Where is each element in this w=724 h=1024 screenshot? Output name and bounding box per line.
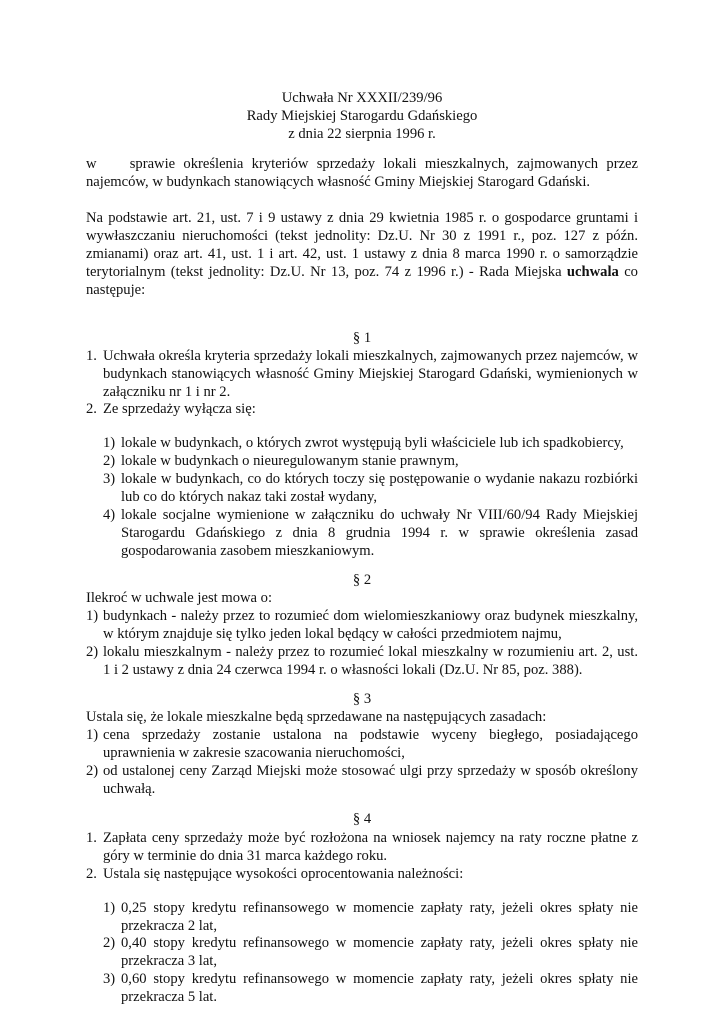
section-2-intro: Ilekroć w uchwale jest mowa o: [86, 590, 273, 606]
resolution-date: z dnia 22 sierpnia 1996 r. [288, 126, 436, 143]
item-text: lokalu mieszkalnym - należy przez to rozumieć lokal mieszkalny w rozumieniu art. 2, ust. 1 i 2 ustawy z dnia 24 czerwca 1994 r. o własności lokali (Dz.U. Nr 85, poz. 388). [103, 644, 638, 679]
item-text: od ustalonej ceny Zarząd Miejski może stosować ulgi przy sprzedaży w sposób określony uchwałą. [103, 763, 638, 798]
section-1-item-2 [103, 452, 638, 470]
item-text: cena sprzedaży zostanie ustalona na podstawie wyceny biegłego, posiadającego uprawnienia w zakresie szacowania nieruchomości, [103, 727, 638, 762]
section-2-item-2 [86, 643, 638, 679]
section-3-title: § 3 [352, 691, 372, 707]
item-text: 0,40 stopy kredytu refinansowego w momencie zapłaty raty, jeżeli okres spłaty nie przekracza 3 lat, [121, 935, 638, 970]
section-4-title: § 4 [352, 811, 372, 827]
item-text: budynkach - należy przez to rozumieć dom wielomieszkaniowy oraz budynek mieszkalny, w którym znajduje się tylko jeden lokal będący w całości przedmiotem najmu, [103, 608, 638, 643]
item-text: 0,60 stopy kredytu refinansowego w momencie zapłaty raty, jeżeli okres spłaty nie przekracza 5 lat. [121, 971, 638, 1006]
item-text: lokale w budynkach, co do których toczy się postępowanie o wydanie nakazu rozbiórki lub co do których nakaz taki został wydany, [121, 471, 638, 506]
section-1-title: § 1 [352, 330, 372, 346]
item-number: 2) [103, 453, 116, 469]
legal-basis-end: co następuje: [86, 264, 638, 299]
section-2-title: § 2 [352, 572, 372, 588]
item-number: 2) [86, 763, 99, 779]
item-text: 0,25 stopy kredytu refinansowego w momencie zapłaty raty, jeżeli okres spłaty nie przekracza 2 lat, [121, 900, 638, 935]
item-number: 1) [103, 900, 116, 916]
item-text: lokale w budynkach, o których zwrot występują byli właściciele lub ich spadkobiercy, [121, 435, 624, 451]
section-3-item-1 [86, 726, 638, 762]
section-4-item-3 [103, 970, 638, 1006]
section-4-point-1 [86, 829, 638, 865]
point-number: 1. [86, 830, 97, 846]
legal-basis-paragraph [86, 209, 638, 299]
section-4-item-2 [103, 934, 638, 970]
item-number: 1) [86, 727, 99, 743]
item-number: 1) [103, 435, 116, 451]
item-number: 2) [86, 644, 99, 660]
section-1-point-1 [86, 347, 638, 401]
section-2-item-1 [86, 607, 638, 643]
legal-basis-text: Na podstawie art. 21, ust. 7 i 9 ustawy z dnia 29 kwietnia 1985 r. o gospodarce gruntami i wywłaszczaniu nieruchomości (tekst jednolity: Dz.U. Nr 30 z 1991 r., poz. 127 z późn. zmianami) oraz art. 41, ust. 1 i art. 42, ust. 1 ustawy z dnia 8 marca 1990 r. o samorządzie terytorialnym (tekst jednolity: Dz.U. Nr 13, poz. 74 z 1996 r.) - Rada Miejska [86, 210, 638, 281]
section-1-item-3 [103, 470, 638, 506]
council-name: Rady Miejskiej Starogardu Gdańskiego [246, 108, 478, 125]
point-text: Ustala się następujące wysokości oprocentowania należności: [103, 866, 464, 882]
section-4-point-2 [86, 865, 638, 883]
section-1-item-4 [103, 506, 638, 560]
section-1-point-2 [86, 400, 638, 418]
resolution-header [86, 89, 638, 143]
enacts-word: uchwala [566, 264, 619, 281]
item-number: 2) [103, 935, 116, 951]
point-number: 2. [86, 401, 97, 417]
item-number: 3) [103, 471, 116, 487]
item-number: 4) [103, 507, 116, 523]
resolution-subject: w sprawie określenia kryteriów sprzedaży lokali mieszkalnych, zajmowanych przez najemców, w budynkach stanowiących własność Gminy Miejskiej Starogard Gdański. [86, 156, 642, 191]
item-text: lokale w budynkach o nieuregulowanym stanie prawnym, [121, 453, 459, 469]
point-number: 2. [86, 866, 97, 882]
section-4-item-1 [103, 899, 638, 935]
section-1-item-1 [103, 434, 638, 452]
item-number: 1) [86, 608, 99, 624]
point-text: Ze sprzedaży wyłącza się: [103, 401, 256, 417]
item-number: 3) [103, 971, 116, 987]
point-text: Uchwała określa kryteria sprzedaży lokali mieszkalnych, zajmowanych przez najemców, w budynkach stanowiących własność Gminy Miejskiej Starogard Gdański, wymienionych w załączniku nr 1 i nr 2. [103, 348, 638, 401]
item-text: lokale socjalne wymienione w załączniku do uchwały Nr VIII/60/94 Rady Miejskiej Starogardu Gdańskiego z dnia 8 grudnia 1994 r. w sprawie określenia zasad gospodarowania zasobem mieszkaniowym. [121, 507, 638, 560]
section-3-intro: Ustala się, że lokale mieszkalne będą sprzedawane na następujących zasadach: [86, 709, 547, 725]
resolution-number: Uchwała Nr XXXII/239/96 [281, 90, 443, 106]
point-text: Zapłata ceny sprzedaży może być rozłożona na wniosek najemcy na raty roczne płatne z góry w terminie do dnia 31 marca każdego roku. [103, 830, 638, 865]
point-number: 1. [86, 348, 97, 364]
section-3-item-2 [86, 762, 638, 798]
